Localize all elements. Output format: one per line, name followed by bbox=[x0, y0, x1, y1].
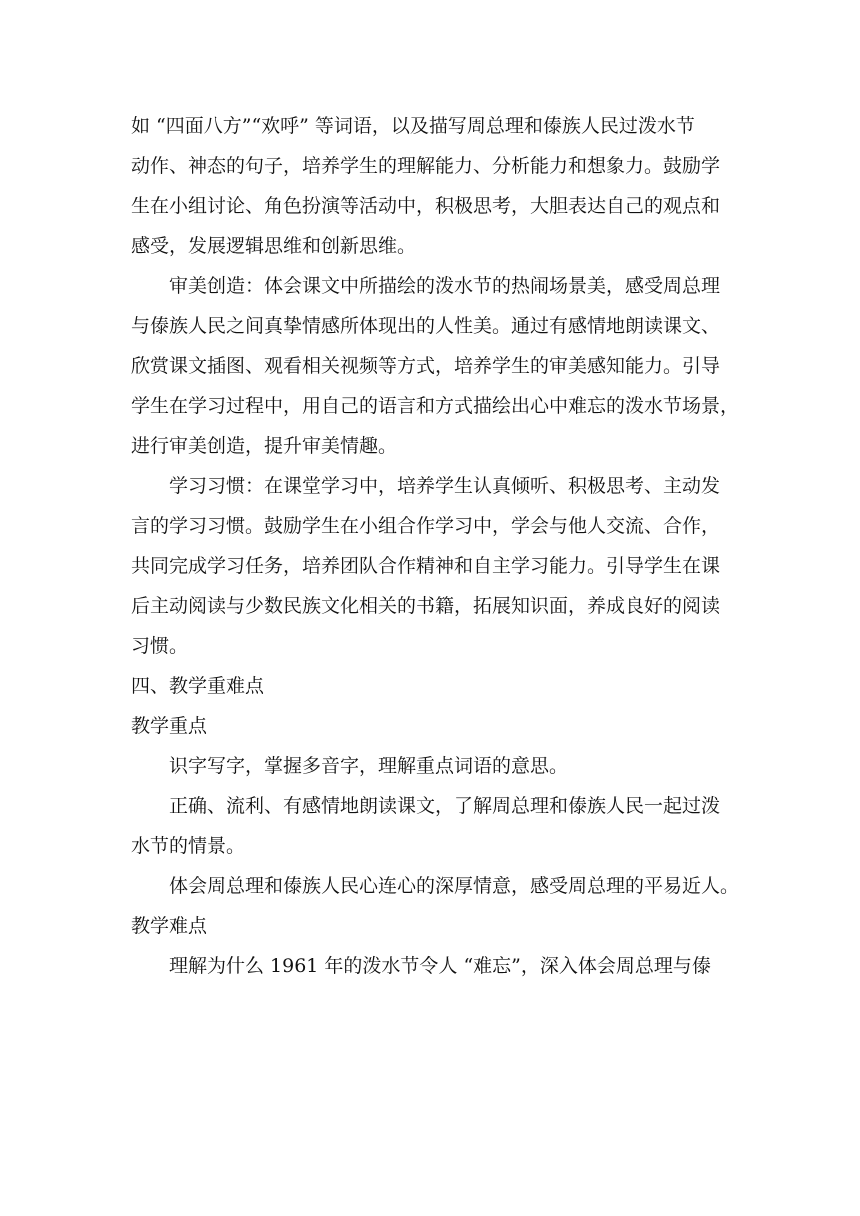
text-line: 习惯。 bbox=[131, 635, 189, 657]
document-body bbox=[131, 106, 740, 986]
key-points-heading: 教学重点 bbox=[131, 715, 208, 737]
difficult-point-item: 理解为什么 1961 年的泼水节令人 “难忘”，深入体会周总理与傣 bbox=[169, 955, 711, 977]
text-line: 欣赏课文插图、观看相关视频等方式，培养学生的审美感知能力。引导 bbox=[131, 355, 721, 377]
paragraph-goals-continuation bbox=[131, 106, 731, 266]
key-point-item bbox=[131, 786, 731, 866]
key-point-item: 体会周总理和傣族人民心连心的深厚情意，感受周总理的平易近人。 bbox=[169, 875, 740, 897]
text-line: 感受，发展逻辑思维和创新思维。 bbox=[131, 235, 417, 257]
text-line: 进行审美创造，提升审美情趣。 bbox=[131, 435, 398, 457]
text-line: 后主动阅读与少数民族文化相关的书籍，拓展知识面，养成良好的阅读 bbox=[131, 595, 721, 617]
text-line: 动作、神态的句子，培养学生的理解能力、分析能力和想象力。鼓励学 bbox=[131, 155, 721, 177]
text-line: 共同完成学习任务，培养团队合作精神和自主学习能力。引导学生在课 bbox=[131, 555, 721, 577]
text-line: 学生在学习过程中，用自己的语言和方式描绘出心中难忘的泼水节场景， bbox=[131, 395, 740, 417]
paragraph-aesthetic-creation bbox=[131, 266, 740, 466]
text-line: 与傣族人民之间真挚情感所体现出的人性美。通过有感情地朗读课文、 bbox=[131, 315, 721, 337]
text-line: 审美创造：体会课文中所描绘的泼水节的热闹场景美，感受周总理 bbox=[169, 275, 721, 297]
text-line: 生在小组讨论、角色扮演等活动中，积极思考，大胆表达自己的观点和 bbox=[131, 195, 721, 217]
text-line: 如 “四面八方”“欢呼” 等词语，以及描写周总理和傣族人民过泼水节 bbox=[131, 115, 695, 137]
text-line: 言的学习习惯。鼓励学生在小组合作学习中，学会与他人交流、合作， bbox=[131, 515, 721, 537]
section-heading: 四、教学重难点 bbox=[131, 675, 265, 697]
difficult-points-heading: 教学难点 bbox=[131, 915, 208, 937]
text-line: 水节的情景。 bbox=[131, 835, 246, 857]
key-point-item: 识字写字，掌握多音字，理解重点词语的意思。 bbox=[169, 755, 569, 777]
text-line: 学习习惯：在课堂学习中，培养学生认真倾听、积极思考、主动发 bbox=[169, 475, 721, 497]
paragraph-learning-habits bbox=[131, 466, 731, 666]
text-line: 正确、流利、有感情地朗读课文，了解周总理和傣族人民一起过泼 bbox=[169, 795, 721, 817]
